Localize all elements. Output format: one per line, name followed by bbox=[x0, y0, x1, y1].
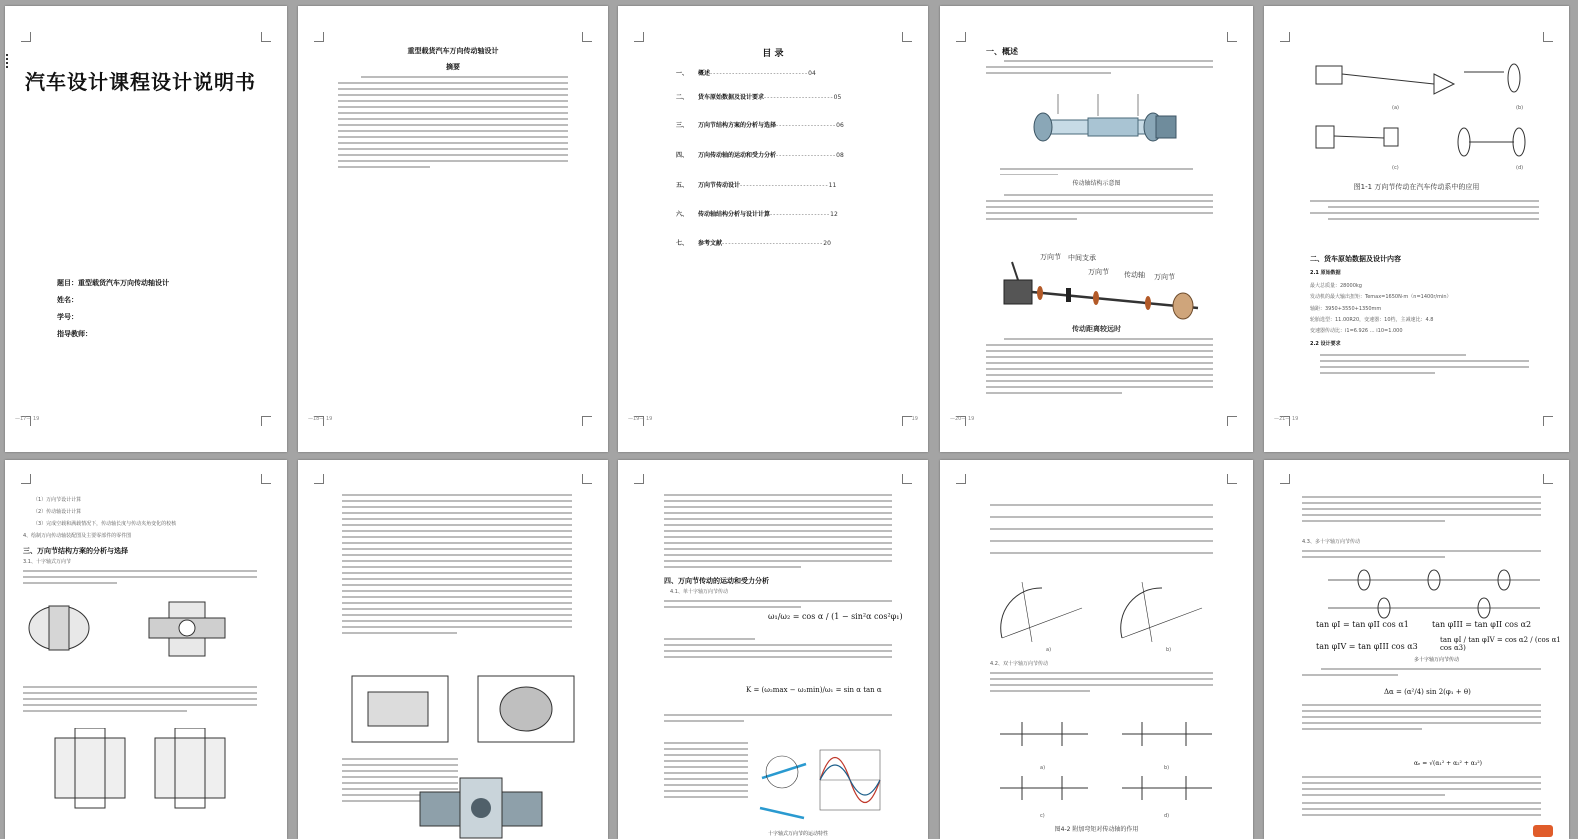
crop-mark bbox=[582, 32, 592, 42]
crop-mark bbox=[1543, 474, 1553, 484]
multi-paragraph bbox=[1302, 496, 1541, 526]
cover-field-advisor: 指导教师： bbox=[57, 330, 92, 338]
crop-mark bbox=[902, 474, 912, 484]
figure-caption: 多十字轴万向节传动 bbox=[1414, 657, 1460, 663]
crop-mark bbox=[21, 474, 31, 484]
subsection-heading: 4.1、单十字轴万向节传动 bbox=[670, 589, 728, 595]
page-abstract[interactable] bbox=[298, 6, 608, 452]
subfigure-label: (a) bbox=[1392, 105, 1399, 111]
crop-mark bbox=[902, 416, 912, 426]
velocity-plot bbox=[816, 746, 886, 826]
page-number: —19— 19 bbox=[628, 416, 653, 422]
abstract-heading: 摘要 bbox=[446, 63, 460, 71]
crop-mark bbox=[582, 416, 592, 426]
joint-assembly-drawing bbox=[416, 770, 546, 839]
subfigure-label: b) bbox=[1164, 765, 1170, 771]
section-heading: 四、万向节传动的运动和受力分析 bbox=[664, 577, 769, 585]
subsection-heading: 4.2、双十字轴万向节传动 bbox=[990, 661, 1048, 667]
motion-paragraph-4 bbox=[664, 714, 892, 726]
abstract-title: 重型载货汽车万向传动轴设计 bbox=[407, 47, 499, 55]
page-overview[interactable] bbox=[940, 6, 1253, 452]
equation: tan φIII = tan φII cos α2 bbox=[1432, 620, 1532, 629]
crop-mark bbox=[902, 32, 912, 42]
crop-mark bbox=[634, 474, 644, 484]
cover-field-topic: 题目：重型载货汽车万向传动轴设计 bbox=[57, 279, 169, 287]
toc-entry[interactable]: 六、 传动轴结构分析与设计计算-------------------12 bbox=[676, 211, 838, 218]
subfigure-label: (d) bbox=[1516, 165, 1524, 171]
list-item: 4、绘制万向传动轴装配图及主要零部件的零件图 bbox=[23, 533, 132, 539]
joint-paragraph-2 bbox=[990, 672, 1213, 696]
section-heading: 一、概述 bbox=[986, 47, 1018, 56]
analysis-paragraph bbox=[342, 494, 572, 638]
page-number-right: 19 bbox=[911, 416, 918, 422]
page-number: —21— 19 bbox=[1274, 416, 1299, 422]
joint-paragraph-2 bbox=[23, 686, 257, 716]
equation: Δα = (α²/4) sin 2(φ₁ + θ) bbox=[1384, 688, 1471, 696]
cover-field-id: 学号： bbox=[57, 313, 78, 321]
list-item: （2）传动轴设计计算 bbox=[33, 509, 82, 515]
crop-mark bbox=[261, 416, 271, 426]
requirements-list bbox=[1320, 354, 1529, 378]
moment-diagrams bbox=[992, 716, 1222, 816]
joint-type-drawings bbox=[45, 728, 245, 838]
subfigure-label: a) bbox=[1046, 647, 1052, 653]
toc-entry[interactable]: 三、 万向节结构方案的分析与选择-------------------06 bbox=[676, 122, 844, 129]
angle-diagram bbox=[752, 734, 812, 824]
subsection-heading: 2.2 设计要求 bbox=[1310, 341, 1341, 347]
document-title: 汽车设计课程设计说明书 bbox=[25, 70, 256, 94]
crop-mark bbox=[956, 474, 966, 484]
toc-entry[interactable]: 七、 参考文献--------------------------------20 bbox=[676, 240, 831, 247]
data-paragraph bbox=[1310, 200, 1539, 224]
data-line: 变速器传动比：i1=6.926 … i10=1.000 bbox=[1310, 328, 1403, 334]
toc-entry[interactable]: 四、 万向传动轴的运动和受力分析-------------------08 bbox=[676, 152, 844, 159]
motion-paragraph bbox=[664, 494, 892, 572]
arc-diagrams bbox=[992, 578, 1212, 648]
crop-mark bbox=[1227, 32, 1237, 42]
list-item: （3）完成空载和满载情况下，传动轴长度与传动夹角变化的校核 bbox=[33, 521, 177, 527]
multi-paragraph-2 bbox=[1302, 550, 1541, 562]
page-double-joint[interactable] bbox=[940, 460, 1253, 839]
equation: tan φI = tan φII cos α1 bbox=[1316, 620, 1409, 629]
crop-mark bbox=[634, 32, 644, 42]
figure-caption: 十字轴式万向节的运动特性 bbox=[768, 831, 829, 837]
toc-entry[interactable]: 一、 概述-------------------------------04 bbox=[676, 70, 816, 77]
page-toc[interactable] bbox=[618, 6, 928, 452]
equation: tan φIV = tan φIII cos α3 bbox=[1316, 642, 1418, 651]
driveshaft-drawing bbox=[1028, 90, 1178, 170]
subsection-heading: 2.1 原始数据 bbox=[1310, 270, 1341, 276]
overview-paragraph-2 bbox=[986, 194, 1213, 224]
motion-paragraph-2 bbox=[664, 600, 892, 612]
multi-joint-drawing bbox=[1324, 566, 1544, 620]
figure-caption: 传动距离较远时 bbox=[1072, 325, 1121, 333]
subfigure-label: b) bbox=[1166, 647, 1172, 653]
section-drawings bbox=[348, 672, 578, 752]
diagram-label: 万向节 bbox=[1154, 273, 1175, 281]
page-number: —17— 19 bbox=[15, 416, 40, 422]
crop-mark bbox=[261, 474, 271, 484]
diagram-label: 万向节 bbox=[1088, 268, 1109, 276]
toc-title: 目 录 bbox=[762, 49, 784, 59]
crop-mark bbox=[1280, 474, 1290, 484]
subsection-heading: 4.3、多十字轴万向节传动 bbox=[1302, 539, 1360, 545]
crop-mark bbox=[261, 32, 271, 42]
subsection-heading: 3.1、十字轴式万向节 bbox=[23, 559, 71, 565]
page-universal-joint[interactable] bbox=[5, 460, 287, 839]
crop-mark bbox=[582, 474, 592, 484]
multi-paragraph-4 bbox=[1302, 704, 1541, 734]
motion-paragraph-3 bbox=[664, 638, 892, 662]
cross-joint-drawings bbox=[19, 588, 259, 673]
data-line: 发动机的最大输出扭矩：Temax=1650N·m（n=1400r/min） bbox=[1310, 294, 1452, 300]
crop-mark bbox=[21, 32, 31, 42]
subfigure-label: d) bbox=[1164, 813, 1170, 819]
cover-field-name: 姓名： bbox=[57, 296, 78, 304]
crop-mark bbox=[1543, 416, 1553, 426]
motion-paragraph-5 bbox=[664, 742, 748, 802]
subfigure-label: a) bbox=[1040, 765, 1046, 771]
app-badge-icon[interactable] bbox=[1533, 825, 1553, 837]
figure-caption: 传动轴结构示意图 bbox=[1072, 180, 1121, 187]
drag-handle-icon[interactable] bbox=[5, 52, 9, 72]
page-motion-analysis[interactable] bbox=[618, 460, 928, 839]
toc-entry[interactable]: 五、 万向节传动设计----------------------------11 bbox=[676, 182, 837, 189]
figure-caption: 图1-1 万向节传动在汽车传动系中的应用 bbox=[1353, 183, 1480, 191]
page-cover[interactable] bbox=[5, 6, 287, 452]
diagram-label: 万向节 bbox=[1040, 253, 1061, 261]
crop-mark bbox=[1227, 416, 1237, 426]
crop-mark bbox=[314, 474, 324, 484]
overview-paragraph-3 bbox=[986, 338, 1213, 398]
equation: tan φI / tan φIV = cos α2 / (cos α1 cos α3) bbox=[1440, 636, 1561, 652]
toc-entry[interactable]: 二、 货车原始数据及设计要求----------------------05 bbox=[676, 94, 842, 101]
list-item: （1）万向节设计计算 bbox=[33, 497, 82, 503]
data-line: 最大总质量：28000kg bbox=[1310, 283, 1362, 289]
subfigure-label: (c) bbox=[1392, 165, 1399, 171]
long-distance-drive-drawing bbox=[998, 246, 1208, 326]
equation: ω₁/ω₂ = cos α / (1 − sin²α cos²φ₁) bbox=[768, 612, 903, 621]
crop-mark bbox=[1280, 32, 1290, 42]
overview-paragraph bbox=[986, 60, 1213, 78]
joint-paragraph bbox=[23, 570, 257, 588]
section-heading: 二、货车原始数据及设计内容 bbox=[1310, 255, 1401, 263]
multi-paragraph-3 bbox=[1302, 668, 1541, 680]
crop-mark bbox=[1227, 474, 1237, 484]
equation: K = (ω₂max − ω₂min)/ω₁ = sin α tan α bbox=[746, 686, 882, 694]
data-line: 轴距：3950+3550+1350mm bbox=[1310, 306, 1382, 312]
equation: αₑ = √(α₁² + α₂² + α₃²) bbox=[1414, 760, 1482, 767]
page-number: —20— 19 bbox=[950, 416, 975, 422]
crop-mark bbox=[1543, 32, 1553, 42]
diagram-label: 中间支承 bbox=[1068, 254, 1096, 262]
multi-paragraph-5 bbox=[1302, 776, 1541, 820]
page-joint-analysis[interactable] bbox=[298, 460, 608, 839]
crop-mark bbox=[314, 32, 324, 42]
joint-paragraph bbox=[990, 504, 1213, 558]
application-drawings bbox=[1314, 44, 1534, 174]
figure-caption: 图4-2 附加弯矩对传动轴的作用 bbox=[1054, 826, 1139, 833]
abstract-body bbox=[338, 76, 568, 172]
subfigure-label: (b) bbox=[1516, 105, 1524, 111]
subfigure-label: c) bbox=[1040, 813, 1045, 819]
diagram-label: 传动轴 bbox=[1124, 271, 1145, 279]
page-multi-joint[interactable] bbox=[1264, 460, 1569, 839]
page-number: —18— 19 bbox=[308, 416, 333, 422]
page-data[interactable] bbox=[1264, 6, 1569, 452]
crop-mark bbox=[956, 32, 966, 42]
section-heading: 三、万向节结构方案的分析与选择 bbox=[23, 547, 128, 555]
data-line: 轮胎选型：11.00R20，变速器：10档，主减速比：4.8 bbox=[1310, 317, 1434, 323]
